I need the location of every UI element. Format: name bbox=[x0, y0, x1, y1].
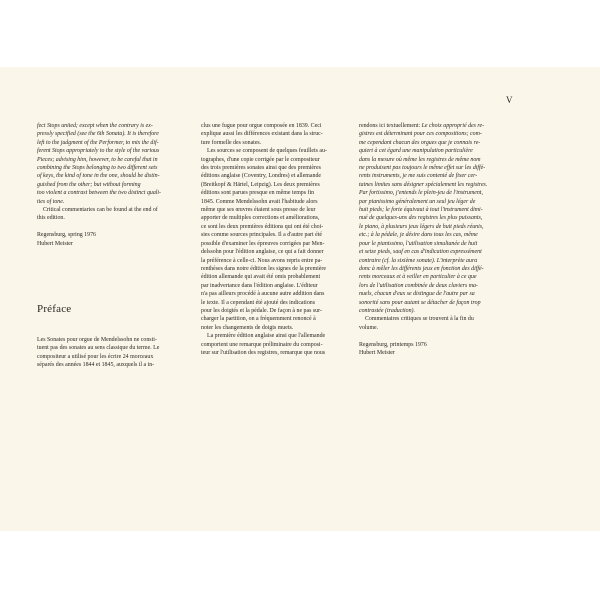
critical-note-line: Critical commentaries can be found at the end of bbox=[43, 207, 158, 214]
place-date: Regensburg, spring 1976 bbox=[37, 232, 96, 239]
text-line: des trois premières sonates ainsi que des premières bbox=[201, 165, 321, 172]
text-run: rendons ici textuellement: bbox=[359, 123, 422, 129]
text-line: Les Sonates pour orgue de Mendelssohn ne consti- bbox=[37, 337, 157, 343]
text-line: etc.; à la pédale, je désire dans tous les cas, même bbox=[359, 232, 478, 239]
text-line: ne produisent pas toujours le même effet sur les diffé- bbox=[359, 165, 486, 172]
text-line: tographes, d'une copie corrigée par le compositeur bbox=[201, 156, 320, 163]
text-line: ture formelle des sonates. bbox=[201, 139, 262, 146]
text-line: fect Stops united; except when the contrary is ex- bbox=[37, 123, 153, 129]
text-line: apporter de multiples corrections et améliorations, bbox=[201, 215, 320, 222]
text-line: par pianissimo généralement un seul jeu léger de bbox=[359, 198, 476, 205]
text-line: La première édition anglaise ainsi que l'allemande bbox=[207, 333, 326, 340]
text-line: même que ses œuvres étaient sous presse de leur bbox=[201, 207, 316, 214]
text-line: ce sont les deux premières éditions qui ont été choi- bbox=[201, 223, 324, 230]
column-2 bbox=[201, 122, 357, 357]
text-line: contraire (cf. la sixième sonate). L'interprète aura bbox=[359, 257, 478, 264]
text-line: taines limites sans désigner spécialement les registres. bbox=[359, 181, 488, 188]
text-line: pour les doigtés et la pédale. De façon à ne pas sur- bbox=[201, 307, 322, 314]
text-line: combining the Stops belonging to two different sets bbox=[37, 165, 158, 172]
text-line: lors de l'utilisation combinée de deux claviers ma- bbox=[359, 282, 478, 289]
text-line: 1845. Comme Mendelssohn avait l'habitude alors bbox=[201, 198, 318, 205]
text-line: la préférence à celle-ci. Nous avons repris entre pa- bbox=[201, 257, 323, 264]
text-line bbox=[359, 122, 519, 130]
text-line: (Breitkopf & Härtel, Leipzig). Les deux premières bbox=[201, 181, 320, 188]
author-name: Hubert Meister bbox=[359, 349, 395, 356]
text-line: huit pieds; le forte équivaut à tout l'instrument dimi- bbox=[359, 207, 483, 214]
text-line: of keys, the kind of tone in the one, should be distin- bbox=[37, 173, 160, 180]
column-1 bbox=[37, 122, 193, 248]
critical-note-line: this edition. bbox=[37, 215, 65, 222]
text-line: sonorité sans pour autant se détacher de façon trop bbox=[359, 299, 481, 306]
text-line: tuent pas des sonates au sens classique du terme. Le bbox=[37, 345, 160, 352]
text-line: contrastée (traduction). bbox=[359, 307, 415, 314]
text-line: comportent une remarque préliminaire du composi- bbox=[201, 341, 323, 348]
text-line: clus une fugue pour orgue composée en 1839. Ceci bbox=[201, 123, 322, 129]
text-line: et seize pieds, sauf en cas d'indication expressément bbox=[359, 249, 482, 256]
text-line: éditions sont parues presque en même temps fin bbox=[201, 190, 315, 197]
text-line: Par fortissimo, j'entends le plein-jeu de l'instrument, bbox=[359, 190, 483, 197]
preface-text bbox=[37, 336, 193, 370]
text-line: nué de quelques-uns des registres les plus puissants, bbox=[359, 215, 483, 222]
english-foreword-text bbox=[37, 122, 193, 206]
text-line: me cependant chacun des orgues que je connais re- bbox=[359, 139, 481, 146]
text-line: left to the judgment of the Performer, to mix the dif- bbox=[37, 139, 159, 146]
text-line: possible d'examiner les épreuves corrigées par Men- bbox=[201, 240, 325, 247]
text-line: rents instruments, je me suis contenté de fixer cer- bbox=[359, 173, 478, 180]
text-line: Les sources se composent de quelques feuillets au- bbox=[207, 148, 327, 155]
text-line: nuels, chacun d'eux se distingue de l'autre par sa bbox=[359, 291, 475, 298]
text-line: sies comme sources principales. Il a d'autre part été bbox=[201, 232, 322, 239]
text-line: donc à mêler les différents jeux en fonction des diffé- bbox=[359, 265, 484, 272]
column-3 bbox=[359, 122, 519, 357]
text-line: pressly specified (see the 6th Sonata). It is therefore bbox=[37, 131, 159, 138]
preface-heading: Préface bbox=[37, 303, 72, 315]
text-line: éditions anglaise (Coventry, Londres) et allemande bbox=[201, 173, 322, 180]
text-line: le texte. Il a cependant été ajouté des indications bbox=[201, 299, 316, 306]
text-line: guished from the other; but without forming bbox=[37, 181, 141, 188]
text-line: ferent Stops appropriately to the style of the various bbox=[37, 148, 160, 155]
quote-run: Le choix approprié des re- bbox=[421, 123, 485, 129]
text-line: rents morceaux et à veiller en particulier à ce que bbox=[359, 274, 477, 281]
place-date: Regensburg, printemps 1976 bbox=[359, 341, 427, 348]
critical-note-line: Commentaires critiques se trouvent à la fin du bbox=[365, 316, 474, 323]
text-line: renthèses dans notre édition les signes de la première bbox=[201, 265, 326, 272]
text-line: gistres est déterminant pour ces compositions; com- bbox=[359, 131, 482, 138]
text-line: n'a pas ailleurs procédé à aucune autre addition dans bbox=[201, 291, 325, 298]
text-line: séparés des années 1844 et 1845, auxquels il a in- bbox=[37, 362, 155, 369]
text-line: édition allemande qui avait été omis probablement bbox=[201, 274, 321, 281]
text-line: ties of tone. bbox=[37, 198, 65, 205]
author-name: Hubert Meister bbox=[37, 240, 73, 247]
text-line: delssohn pour l'édition anglaise, ce qui a fait donner bbox=[201, 249, 324, 256]
text-line: charger la partition, on a fréquemment renoncé à bbox=[201, 316, 316, 323]
text-line: le piano, à plusieurs jeux légers de huit pieds réunis, bbox=[359, 223, 484, 230]
text-line: noter les changements de doigts muets. bbox=[201, 324, 294, 331]
text-line: pour le pianissimo, l'utilisation simultanée de huit bbox=[359, 240, 478, 247]
critical-note-line: volume. bbox=[359, 324, 379, 331]
text-line: dans la mesure où même les registres de même nom bbox=[359, 156, 481, 163]
text-line: Pieces; advising him, however, to be careful that in bbox=[37, 156, 158, 163]
text-line: teur sur l'utilisation des registres, remarque que nous bbox=[201, 349, 326, 356]
text-line: explique aussi les différences existant dans la struc- bbox=[201, 131, 323, 138]
page-number: V bbox=[506, 95, 513, 105]
book-page bbox=[0, 67, 600, 531]
text-line: par inadvertance dans l'édition anglaise. L'éditeur bbox=[201, 282, 318, 289]
composer-quote bbox=[359, 130, 519, 315]
text-line: compositeur a utilisé pour les écrire 24 morceaux bbox=[37, 353, 154, 360]
text-line: too violent a contrast between the two distinct quali- bbox=[37, 190, 162, 197]
text-line: quiert à cet égard une manipulation particulière bbox=[359, 148, 473, 155]
